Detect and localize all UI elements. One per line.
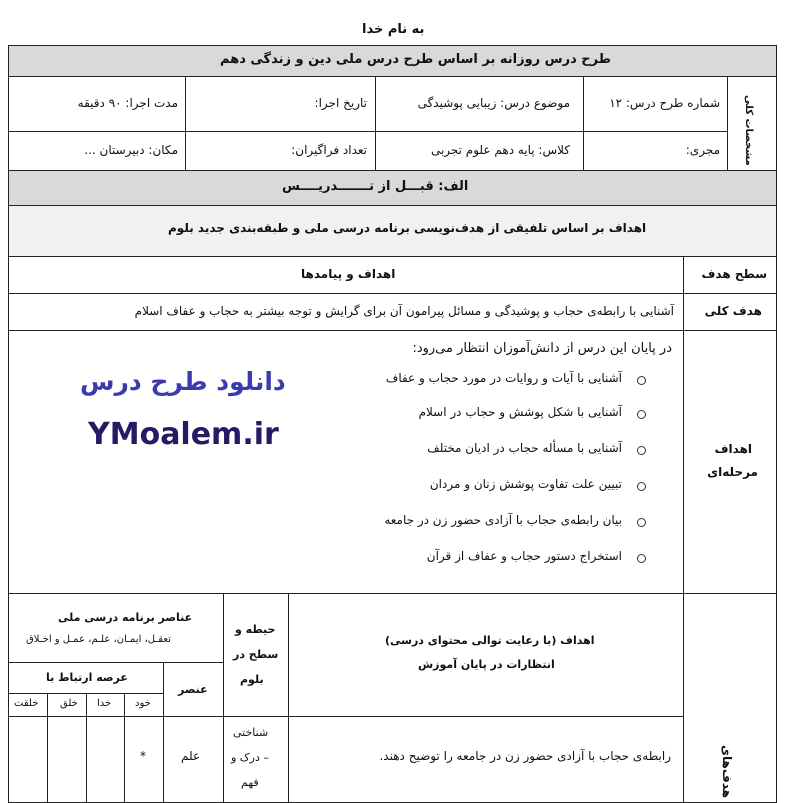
row1-rel-4 — [8, 716, 48, 803]
stage-goals-label-cell — [683, 330, 777, 594]
stage-item-6: استخراج دستور حجاب و عفاف از قرآن — [426, 549, 622, 563]
stage-item-bullet — [637, 518, 646, 527]
spec-place: مکان: دبیرستان ... — [84, 143, 178, 157]
national-header: عناصر برنامه درسی ملی — [58, 611, 193, 624]
bloom-header-1: حیطه و — [235, 623, 276, 636]
spec-date: تاریخ اجرا: — [314, 96, 367, 110]
stage-item-bullet — [637, 446, 646, 455]
page-title: طرح درس روزانه بر اساس طرح درس ملی دین و زندگی دهم — [220, 52, 611, 67]
row1-bloom-1: شناختی — [233, 726, 269, 739]
stage-goals-label-2: مرحله‌ای — [707, 465, 758, 479]
spec-plan-number: شماره طرح درس: ۱۲ — [609, 96, 720, 110]
row1-element: علم — [181, 749, 201, 763]
row1-bloom-3: فهم — [241, 776, 259, 789]
specs-side-label: مشخصات کلی — [743, 95, 754, 166]
national-sub: تعقـل، ایمـان، علـم، عمـل و اخـلاق — [26, 634, 171, 645]
lower-left-vertical: هدف‌های — [720, 745, 734, 799]
watermark-line-1: دانلود طرح درس — [80, 367, 286, 396]
row1-mark: * — [140, 749, 146, 763]
spec-class: کلاس: پایه دهم علوم تجربی — [430, 143, 570, 157]
stage-item-bullet — [637, 410, 646, 419]
element-header: عنصر — [178, 683, 208, 696]
spec-executor: مجری: — [685, 143, 720, 157]
watermark-line-2: YMoalem.ir — [88, 417, 279, 452]
stage-item-5: بیان رابطه‌ی حجاب با آزادی حضور زن در جامعه — [384, 513, 622, 527]
row1-rel-2 — [86, 716, 125, 803]
page-heading: به نام خدا — [362, 22, 425, 37]
stage-item-3: آشنایی با مسأله حجاب در ادیان مختلف — [427, 441, 622, 455]
general-goal-label: هدف کلی — [704, 304, 762, 318]
spec-duration: مدت اجرا: ۹۰ دقیقه — [77, 96, 178, 110]
stage-goals-intro: در پایان این درس از دانش‌آموزان انتظار می‌رود: — [412, 341, 672, 356]
row1-rel-3 — [47, 716, 87, 803]
spec-learners: تعداد فراگیران: — [291, 143, 367, 157]
stage-item-bullet — [637, 376, 646, 385]
goals-caption: اهداف بر اساس تلفیقی از هدف‌نویسی برنامه درسی ملی و طبقه‌بندی جدید بلوم — [168, 221, 647, 235]
stage-item-1: آشنایی با آیات و روایات در مورد حجاب و عفاف — [385, 371, 622, 385]
relation-god: خدا — [97, 698, 112, 709]
stage-goals-label-1: اهداف — [714, 442, 752, 456]
stage-item-bullet — [637, 554, 646, 563]
goals-header: اهداف و پیامدها — [301, 267, 396, 281]
stage-item-bullet — [637, 482, 646, 491]
objectives-header-cell — [288, 593, 684, 717]
national-header-cell — [8, 593, 224, 663]
relation-header: عرصه ارتباط با — [46, 671, 128, 684]
row1-objective: رابطه‌ی حجاب با آزادی حضور زن در جامعه را توضیح دهند. — [379, 749, 671, 763]
bloom-header-2: سطح در — [233, 648, 279, 661]
objectives-header-1: اهداف (با رعایت توالی محتوای درسی) — [385, 634, 595, 647]
stage-item-4: تبیین علت تفاوت پوشش زنان و مردان — [429, 477, 622, 491]
goal-level-header: سطح هدف — [701, 267, 767, 281]
section-alef-title: الف: قبـــل از تـــــــدریــــس — [282, 179, 469, 194]
row1-bloom-2: – درک و — [231, 751, 269, 764]
relation-self: خود — [135, 698, 151, 709]
spec-subject: موضوع درس: زیبایی پوشیدگی — [417, 96, 570, 110]
general-goal-text: آشنایی با رابطه‌ی حجاب و پوشیدگی و مسائل پیرامون آن برای گرایش و توجه بیشتر به حجاب و عفاف اسلام — [134, 304, 674, 318]
stage-item-2: آشنایی با شکل پوشش و حجاب در اسلام — [418, 405, 622, 419]
relation-creation: خلقت — [14, 698, 39, 709]
relation-people: خلق — [60, 698, 78, 709]
objectives-header-2: انتظارات در پایان آموزش — [418, 658, 555, 671]
bloom-header-3: بلوم — [240, 673, 264, 686]
